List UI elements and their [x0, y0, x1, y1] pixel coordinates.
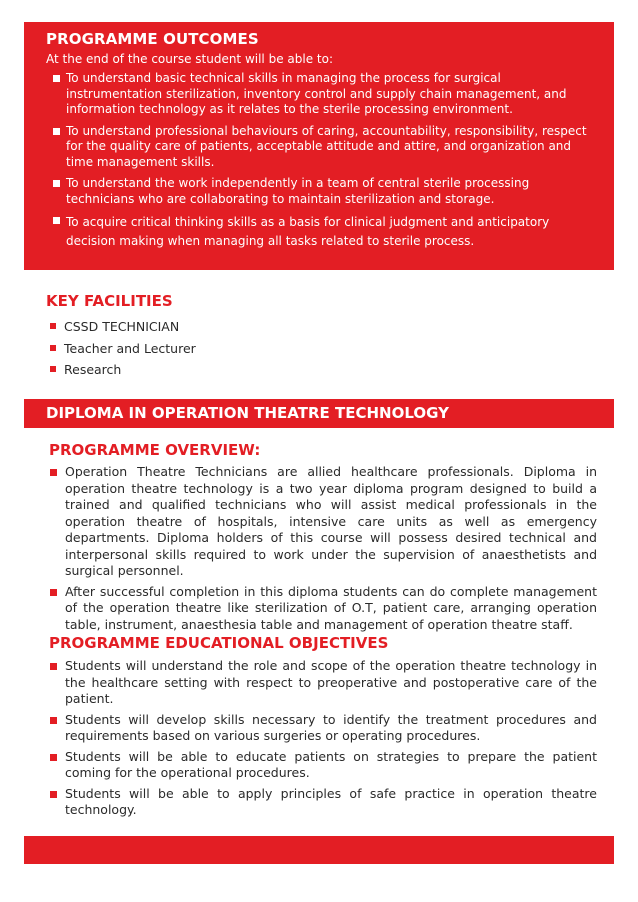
list-item: Students will be able to apply principles of safe practice in operation theatre technology. [49, 786, 597, 819]
list-item: Students will be able to educate patients on strategies to prepare the patient coming for the operational procedures. [49, 749, 597, 782]
list-item: Research [46, 359, 196, 381]
list-item: Teacher and Lecturer [46, 338, 196, 360]
diploma-title: DIPLOMA IN OPERATION THEATRE TECHNOLOGY [46, 404, 449, 422]
bullet-square-icon [53, 217, 60, 224]
list-item: Operation Theatre Technicians are allied healthcare professionals. Diploma in operation theatre technology is a two year diploma program designed to build a trained and qualified technicians who will assist medical professionals in the operation theatre of hospitals, intensive care units as well as emergency departments. Diploma holders of this course will possess desired technical and interpersonal skills required to work under the supervision of anaesthetists and surgical personnel. [49, 464, 597, 580]
bullet-square-icon [50, 717, 57, 724]
list-item: Students will develop skills necessary to identify the treatment procedures and requirements based on various surgeries or operating procedures. [49, 712, 597, 745]
list-item: To understand basic technical skills in managing the process for surgical instrumentation sterilization, inventory control and supply chain management, and information technology as it relates to the sterile processing environment. [46, 71, 596, 118]
programme-overview-title: PROGRAMME OVERVIEW: [49, 441, 261, 459]
list-item: Students will understand the role and scope of the operation theatre technology in the healthcare setting with respect to preoperative and postoperative care of the patient. [49, 658, 597, 708]
programme-outcomes-box [24, 22, 614, 270]
educational-objectives-list [49, 658, 597, 823]
bullet-square-icon [50, 469, 57, 476]
bullet-square-icon [50, 663, 57, 670]
bullet-square-icon [53, 128, 60, 135]
list-item: To understand professional behaviours of caring, accountability, responsibility, respect for the quality care of patients, acceptable attitude and attire, and organization and time management skills. [46, 124, 596, 171]
educational-objectives-title: PROGRAMME EDUCATIONAL OBJECTIVES [49, 634, 389, 652]
programme-outcomes-list [46, 71, 596, 251]
programme-overview-list [49, 464, 597, 637]
bullet-square-icon [50, 345, 56, 351]
key-facilities-list [46, 316, 196, 381]
list-item: To understand the work independently in a team of central sterile processing technicians who are collaborating to maintain sterilization and storage. [46, 176, 596, 207]
bullet-square-icon [53, 75, 60, 82]
bullet-square-icon [50, 366, 56, 372]
bullet-square-icon [50, 754, 57, 761]
list-item: After successful completion in this diploma students can do complete management of the operation theatre like sterilization of O.T, patient care, arranging operation table, instrument, anaesthesia table and management of operation theatre staff. [49, 584, 597, 634]
bullet-square-icon [50, 323, 56, 329]
diploma-title-band [24, 399, 614, 428]
bullet-square-icon [53, 180, 60, 187]
bullet-square-icon [50, 589, 57, 596]
footer-band [24, 836, 614, 864]
programme-outcomes-title: PROGRAMME OUTCOMES [46, 30, 259, 48]
programme-outcomes-intro: At the end of the course student will be able to: [46, 52, 333, 66]
bullet-square-icon [50, 791, 57, 798]
list-item: To acquire critical thinking skills as a basis for clinical judgment and anticipatory decision making when managing all tasks related to sterile process. [46, 213, 596, 251]
list-item: CSSD TECHNICIAN [46, 316, 196, 338]
key-facilities-title: KEY FACILITIES [46, 292, 173, 310]
